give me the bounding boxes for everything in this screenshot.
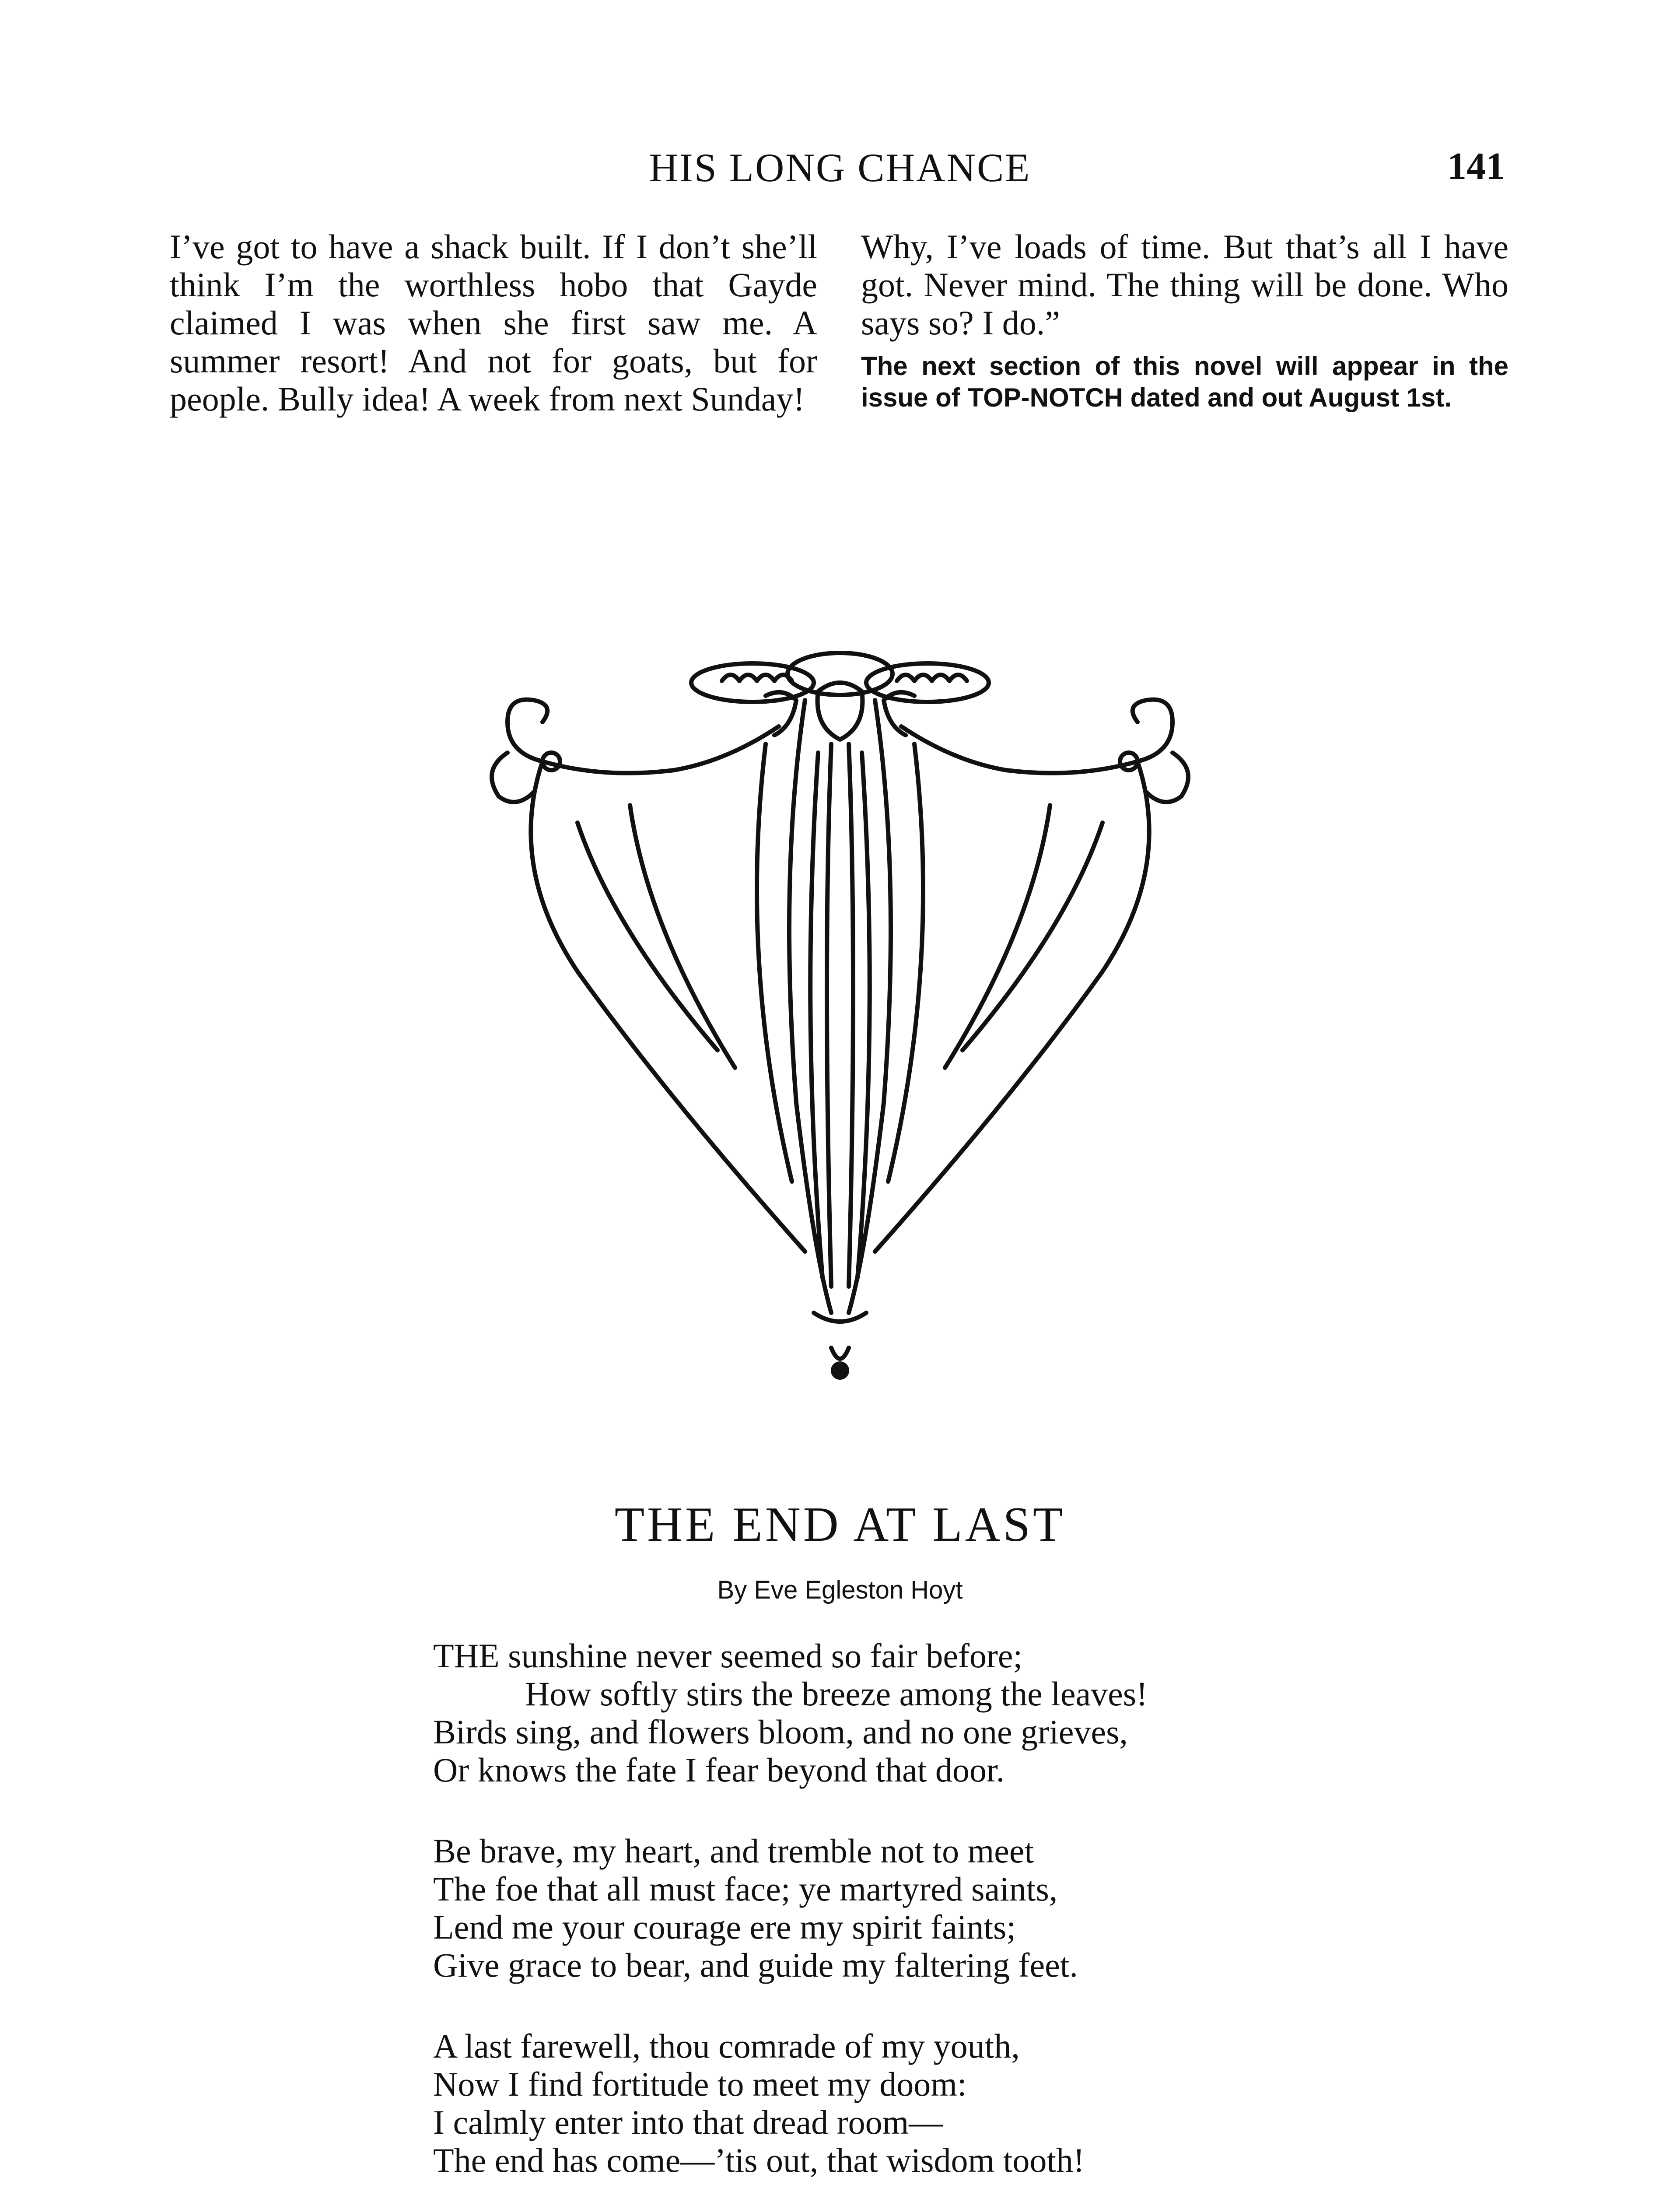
poem-title: THE END AT LAST <box>614 1497 1066 1552</box>
stanza <box>433 1832 1396 1984</box>
poem-body <box>433 1637 1396 2188</box>
maidens-illustration <box>420 648 1260 1383</box>
story-paragraph: Why, I’ve loads of time. But that’s all I have got. Never mind. The thing will be done. Who says so? I do.” <box>861 228 1508 342</box>
poem-line: The foe that all must face; ye martyred saints, <box>433 1870 1058 1908</box>
running-head <box>0 144 1680 197</box>
story-column-left <box>170 228 817 418</box>
poem-line: Birds sing, and flowers bloom, and no one grieves, <box>433 1713 1128 1751</box>
running-title: HIS LONG CHANCE <box>649 145 1031 190</box>
story-column-right <box>861 228 1508 414</box>
poem-line: Now I find fortitude to meet my doom: <box>433 2065 967 2103</box>
poem-line: How softly stirs the breeze among the leaves! <box>525 1675 1148 1713</box>
poem-line: Be brave, my heart, and tremble not to meet <box>433 1832 1034 1870</box>
poem-line: A last farewell, thou comrade of my youth, <box>433 2027 1020 2065</box>
poem-line: THE sunshine never seemed so fair before; <box>433 1637 1023 1675</box>
stanza <box>433 2027 1396 2179</box>
page-number: 141 <box>1447 145 1505 188</box>
poem-line: Lend me your courage ere my spirit faints; <box>433 1908 1016 1946</box>
story-paragraph: I’ve got to have a shack built. If I don’t she’ll think I’m the worthless hobo that Gayde claimed I was when she first saw me. A summer resort! And not for goats, but for people. Bully idea! A week from next Sunday! <box>170 228 817 418</box>
poem-line: Or knows the fate I fear beyond that door. <box>433 1751 1005 1789</box>
continuation-note: The next section of this novel will appear in the issue of TOP-NOTCH dated and out August 1st. <box>861 351 1508 412</box>
poem-line: Give grace to bear, and guide my faltering feet. <box>433 1946 1078 1984</box>
poem-line: I calmly enter into that dread room— <box>433 2103 943 2141</box>
poem-byline: By Eve Egleston Hoyt <box>717 1576 963 1604</box>
poem-line: The end has come—’tis out, that wisdom tooth! <box>433 2141 1085 2179</box>
stanza <box>433 1637 1396 1789</box>
